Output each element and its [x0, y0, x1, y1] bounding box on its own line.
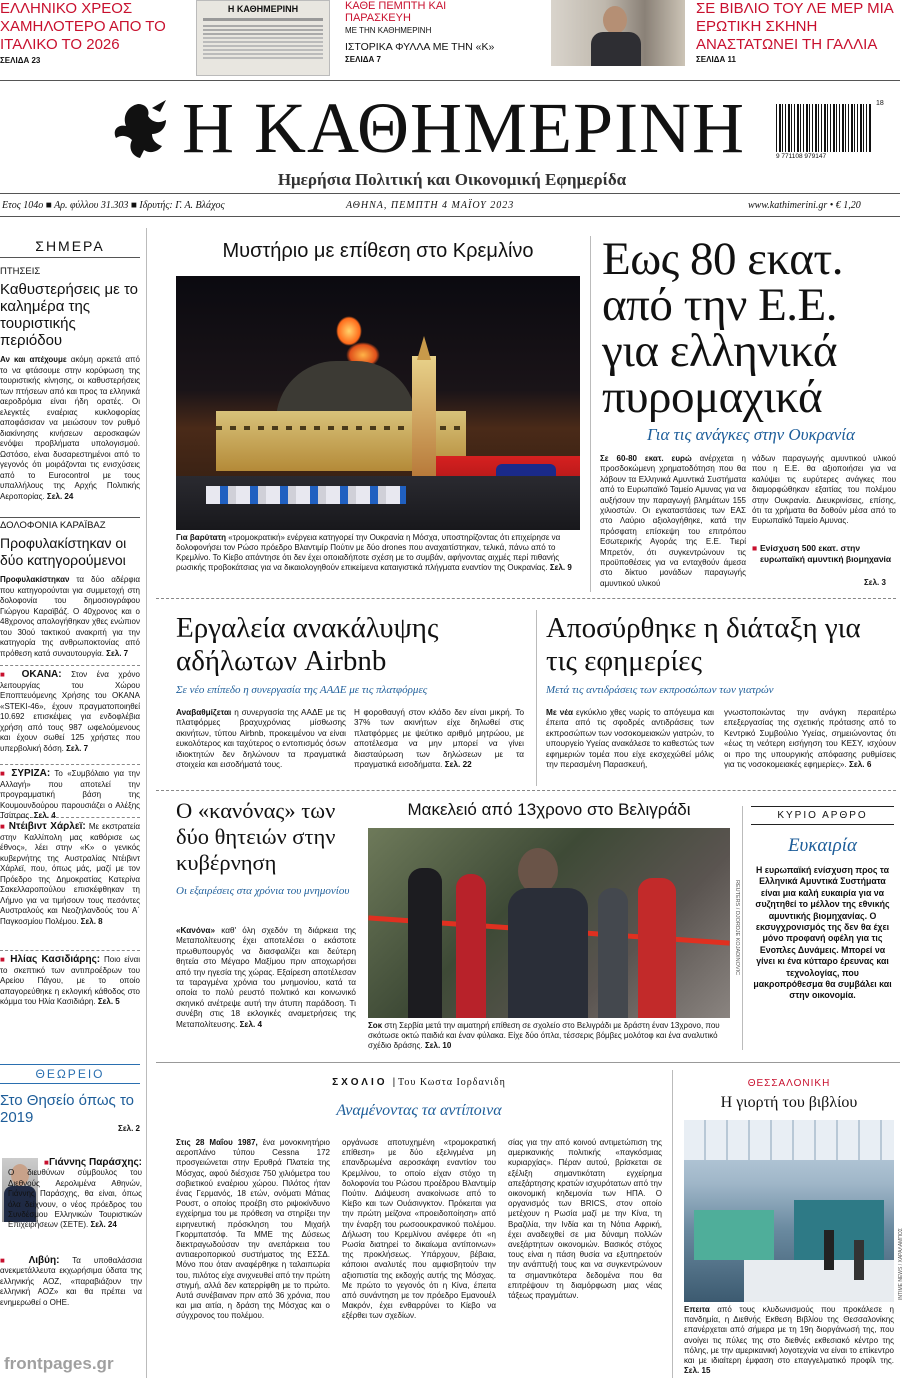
callout-text: Ενίσχυση 500 εκατ. στην ευρωπαϊκή αμυντική βιομηχανία: [760, 543, 892, 564]
brief-text: Ποιο είναι το σκεπτικό των αντιπροέδρων του Αρείου Πάγου, με το οποίο απαγορεύθηκε η εκλογική κάθοδος στο κόμμα του Ηλία Κασιδιάρη.: [0, 955, 140, 1006]
masthead-title: Η ΚΑΘΗΜΕΡΙΝΗ: [182, 88, 746, 168]
bullet-icon: ■: [0, 1256, 29, 1265]
body-text: η συνεργασία της ΑΑΔΕ με τις πλατφόρμες βραχυχρόνιας μίσθωσης ακινήτων, τύπου Airbnb, προκειμένου να είναι ευκολότερος και ταχύτερος ο εντοπισμός όσων ιδιοκτητών δεν δηλώνουν τα πραγματικά στοιχεία και εισοδήματά τους.: [176, 708, 346, 770]
griffin-logo-icon: [108, 96, 174, 164]
masthead-subtitle: Ημερήσια Πολιτική και Οικονομική Εφημερίδα: [277, 170, 627, 189]
page-ref: Σελ. 9: [549, 563, 572, 572]
lead-words: Με νέα: [546, 708, 573, 717]
brief-text: Ο διευθύνων σύμβουλος του Διεθνούς Αερολιμένα Αθηνών, Γιάννης Παράσχης, θα είναι, όπως όλα δείχνουν, ο νέος πρόεδρος του Συνδέσμου Ελληνικών Τουριστικών Επιχειρήσεων (ΣΕΤΕ).: [8, 1168, 142, 1230]
lead-words: Στις 28 Μαΐου 1987,: [176, 1138, 258, 1147]
sidebar-section-label: ΔΟΛΟΦΟΝΙΑ ΚΑΡΑΪΒΑΖ: [0, 520, 106, 531]
le-mer-photo: [551, 0, 685, 66]
page-ref: Σελ. 15: [684, 1366, 711, 1376]
sidebar-divider: [146, 228, 147, 1378]
caption-lead: Σοκ: [368, 1021, 383, 1030]
barcode-number: 9 771108 979147: [776, 153, 827, 160]
caption-text: στη Σερβία μετά την αιματηρή επίθεση σε σχολείο στο Βελιγράδι με δράστη έναν 13χρονο, που σκότωσε οκτώ παιδιά και έναν φύλακα. Είχε δύο όπλα, τέσσερις βόμβες μολότοφ και ένα αναλυτικό σχέδιο δράσης.: [368, 1021, 720, 1050]
thessaloniki-divider: [672, 1070, 673, 1378]
section-divider-2: [156, 790, 896, 791]
belgrade-kicker[interactable]: Μακελειό από 13χρονο στο Βελιγράδι: [407, 800, 691, 819]
infobar-bottom-rule: [0, 216, 900, 217]
teaser-page: ΣΕΛΙΔΑ 11: [696, 55, 736, 64]
teaser-page: ΣΕΛΙΔΑ 23: [0, 56, 41, 65]
lead-words: Αναβαθμίζεται: [176, 708, 232, 717]
body-text: καθ' όλη σχεδόν τη διάρκεια της Μεταπολίτευσης έχει αποτελέσει ο εκάστοτε πρωθυπουργός να διασφαλίζει και δεύτερη θητεία στο Μέγαρο Μαξίμου πριν αποχωρήσει από την ηγεσία της χώρας. Εξαίρεση αποτέλεσαν τα ταραγμένα χρόνια του μνημονίου, κατά τα οποία το πολύ ρευστό πολιτικό και κοινωνικό σκηνικό ανέτρεψε αυτή την άτυπη παράδοση. Τι συνέβη στις 18 εκλογικές αναμετρήσεις της Μεταπολίτευσης.: [176, 926, 356, 1029]
theorio-header: ΘΕΩΡΕΙΟ: [0, 1064, 140, 1084]
scholio-label: ΣΧΟΛΙΟ: [332, 1077, 388, 1088]
page-ref: Σελ. 4: [33, 811, 56, 820]
body-text: εγκύκλιο χθες νωρίς το απόγευμα και έπειτα από τις σφοδρές αντιδράσεις των εκπροσώπων των νοσοκομειακών γιατρών, το υπουργείο Υγείας ανακάλεσε το καθεστώς των εφημεριών τομέα που είχε εκσχεχώθεί μόλις την περασμένη Παρασκευή,: [546, 708, 714, 770]
historic-paper-thumbnail: [196, 0, 330, 76]
brief-lead: ΣΥΡΙΖΑ:: [11, 768, 51, 779]
doctors-col2: [724, 708, 896, 782]
sidebar-header: ΣΗΜΕΡΑ: [0, 238, 140, 258]
teaser-kicker: ΚΑΘΕ ΠΕΜΠΤΗ ΚΑΙ ΠΑΡΑΣΚΕΥΗ: [345, 0, 447, 24]
lead-words: Επειτα: [684, 1305, 710, 1314]
scholio-author: Του Κωστα Ιορδανιδη: [398, 1077, 506, 1088]
teaser-page: ΣΕΛΙΔΑ 7: [345, 55, 381, 64]
infobar-left: Ετος 104ο ■ Αρ. φύλλου 31.303 ■ Ιδρυτής: Γ. Α. Βλάχος: [2, 200, 225, 211]
body-text: γνωστοποιώντας την ανάγκη περαιτέρω επεξεργασίας της σχετικής πρότασης από το Κεντρικό Συμβούλιο Υγείας, σημειώνοντας ότι «έως τη νεότερη εισήγηση του ΚΕΣΥ, ισχύουν οι προ της υπουργικής απόφασης ρυθμίσεις για τις νοσοκομειακές εφημερίες».: [724, 708, 896, 770]
scholio-col3: [508, 1138, 662, 1374]
brief-lead: Γιάννης Παράσχης:: [49, 1157, 142, 1168]
book-fair-photo[interactable]: [684, 1120, 894, 1302]
belgrade-photo[interactable]: [368, 828, 730, 1018]
body-text: σίας για την από κοινού αντιμετώπιση της αμερικανικής πολιτικής «παγκόσμιας κυριαρχίας». Πέραν αυτού, βρίσκεται σε εξέλιξη σημαντικότατη εγχείρημα απεξάρτησης κρατών ισχυρότατων από την οικονομική κηδεμονία των ΗΠΑ. Ο οργανισμός των BRICS, στον οποίο μετέχουν η Ρωσία μαζί με την Κίνα, τη Βραζιλία, την Ινδία και τη Νότια Αφρική, έχει αναδειχθεί σε μια δύναμη πολλών ανεξάρτητων οικονομιών. Βασικός στόχος τους είναι η πάση θυσία να εξυπηρετούν την ανάπτυξή τους και να συγκεντρώνουν τα σημαντικότερα δεδομένα που θα επιτρέψουν τη διαμόρφωση μιας νέας τάξεως πραγμάτων.: [508, 1138, 662, 1301]
lead-story-page: Σελ. 3: [864, 578, 886, 587]
lead-story-subtitle: Για τις ανάγκες στην Ουκρανία: [647, 425, 855, 444]
thumb-masthead: Η ΚΑΘΗΜΕΡΙΝΗ: [227, 4, 299, 14]
section-divider-1: [156, 598, 896, 599]
sidebar-story-karaivaz[interactable]: [0, 517, 140, 657]
sidebar-story-body: [0, 355, 140, 513]
kremlin-kicker[interactable]: Μυστήριο με επίθεση στο Κρεμλίνο: [222, 240, 534, 262]
page-ref: Σελ. 22: [444, 760, 472, 770]
airbnb-title[interactable]: Εργαλεία ανακάλυψης αδήλωτων Airbnb: [176, 612, 439, 677]
editorial-title: Ευκαιρία: [787, 835, 858, 856]
top-divider: [0, 80, 900, 81]
lead-story-col2: [752, 454, 896, 538]
editorial-box[interactable]: [742, 806, 894, 1050]
bullet-icon: ■: [0, 769, 12, 778]
barcode-issue: 18: [876, 100, 884, 107]
teaser-sub: ΜΕ ΤΗΝ ΚΑΘΗΜΕΡΙΝΗ: [345, 26, 432, 35]
doctors-subtitle: Μετά τις αντιδράσεις των εκπροσώπων των γιατρών: [546, 684, 774, 696]
section-divider-3: [156, 1062, 900, 1063]
teaser-title: ΕΛΛΗΝΙΚΟ ΧΡΕΟΣ ΧΑΜΗΛΟΤΕΡΟ ΑΠΟ ΤΟ ΙΤΑΛΙΚΟ ΤΟ 2026: [0, 0, 166, 53]
page-ref: Σελ. 7: [106, 648, 129, 658]
sidebar-story-body: [0, 575, 140, 657]
theorio-page: Σελ. 2: [118, 1124, 140, 1133]
brief-text: Στον ένα χρόνο λειτουργίας του Χώρου Εποπτευόμενης Χρήσης του ΟΚΑΝΑ «STEKI-46», έχουν πραγματοποιηθεί 10.692 επισκέψεις για ενδοφλέβια χρήση από τους 987 ωφελούμενους και έχουν σωθεί 125 χρήστες που υπερβολική δόση.: [0, 670, 140, 753]
top-teaser-book[interactable]: [696, 0, 900, 68]
brief-lead: ΟΚΑΝΑ:: [21, 669, 62, 680]
lead-story-title[interactable]: Εως 80 εκατ. από την Ε.Ε. για ελληνικά πυρομαχικά: [602, 233, 844, 423]
sidebar-brief-kasidiaris[interactable]: [0, 950, 140, 1011]
infobar-top-rule: [0, 193, 900, 194]
editorial-header: ΚΥΡΙΟ ΑΡΘΡΟ: [751, 806, 894, 825]
body-text: ανέρχεται η προσδοκώμενη χρηματοδότηση που θα λάβουν τα Ελληνικά Αμυντικά Συστήματα από το Ευρωπαϊκό Ταμείο Αμυνας για να αυξήσουν την παραγωγή βλημάτων 155 χιλιοστών. Οι εγκαταστάσεις των ΕΑΣ στο Λαύριο αξιολογήθηκε, κατά την πρόσφατη επίσκεψη του επιτρόπου Εσωτερικής Αγοράς της Ε.Ε. Τιερί Μπρετόν, ότι συγκεντρώνουν τις προϋποθέσεις για να ενταχθούν άμεσα στο δίκτυο μονάδων παραγωγής αμυντικού υλικού: [600, 454, 746, 588]
infobar-right: www.kathimerini.gr • € 1,20: [748, 200, 861, 211]
page-ref: Σελ. 8: [80, 916, 103, 926]
lead-words: Σε 60-80 εκατ. ευρώ: [600, 454, 692, 463]
sidebar-brief-hurley[interactable]: [0, 817, 140, 946]
brief-lead: Λιβύη:: [28, 1255, 60, 1266]
teaser-title: ΙΣΤΟΡΙΚΑ ΦΥΛΛΑ ΜΕ ΤΗΝ «Κ»: [345, 41, 495, 53]
brief-body: [0, 670, 140, 760]
bullet-icon: ■: [0, 955, 11, 964]
theorio-section[interactable]: [0, 1064, 140, 1133]
kanonas-subtitle: Οι εξαιρέσεις στα χρόνια του μνημονίου: [176, 885, 350, 897]
thessaloniki-title[interactable]: Η γιορτή του βιβλίου: [720, 1094, 858, 1111]
scholio-title[interactable]: Αναμένοντας τα αντίποινα: [336, 1102, 502, 1119]
lead-words: Αν και απέχουμε: [0, 355, 67, 364]
brief-text: Τα υποθαλάσσια ανεκμετάλλευτα εκχωρήσιμα ύδατα της ελληνικής ΑΟΖ, «παραβιάζουν την ελληνική ΑΟΖ» και θα πρέπει να ενημερωθεί ο ΟΗΕ.: [0, 1256, 142, 1307]
thessaloniki-body: [684, 1305, 894, 1377]
sidebar-section-label: ΠΤΗΣΕΙΣ: [0, 266, 41, 277]
scholio-header: [176, 1070, 662, 1089]
caption-lead: Για βαρύτατη: [176, 533, 227, 542]
theorio-title: Στο Θησείο όπως το 2019: [0, 1092, 135, 1126]
body-text: ένα μονοκινητήριο αεροπλάνο τύπου Cessna 172 προσγειώνεται στην Ερυθρά Πλατεία της Μόσχας, αφού διέσχισε 750 χιλιόμετρα του σοβιετικού εναέριου χώρου. Πιλότος ήταν ένας Γερμανός, 18 ετών, ονόματι Μάτιας Ρουστ, ο οποίος προέβη στο ριψοκίνδυνο εγχείρημα του με πρόθεση να στηρίξει την ειρηνευτική πρόσκληση του Μιχαήλ Γκορμπατσόφ. Τα ΜΜΕ της Δύσεως διεκτραγωδούσαν την ανεπάρκεια του αντιαεροπορικού συστήματος της ΕΣΣΔ. Μόνο που όταν αναφέρθηκε η ταλαιπωρία του, πιλότος είχε ανιχνευθεί από την πρώτη στιγμή, αλλά δεν κατερρίφθη με το πρώτο. Αυτά συνέβαιναν πριν από 36 χρόνια, που και μια αιτία, η δράση της Μόσχας και ο σύγχρονος του πολέμου.: [176, 1138, 330, 1321]
page-ref: Σελ. 7: [66, 743, 89, 753]
brief-body: [0, 768, 140, 820]
teaser-title-text: ΣΕ ΒΙΒΛΙΟ ΤΟΥ ΛΕ ΜΕΡ ΜΙΑ ΕΡΩΤΙΚΗ ΣΚΗΝΗ ΑΝΑΣΤΑΤΩΝΕΙ ΤΗ ΓΑΛΛΙΑ: [696, 0, 893, 53]
sidebar-brief-syriza[interactable]: [0, 764, 140, 820]
airbnb-subtitle: Σε νέο επίπεδο η συνεργασία της ΑΑΔΕ με τις πλατφόρμες: [176, 684, 428, 696]
brief-lead: Ηλίας Κασιδιάρης:: [10, 954, 101, 965]
airbnb-col1: [176, 708, 346, 782]
top-teaser-debt[interactable]: [0, 0, 190, 68]
caption-text: «τρομοκρατική» ενέργεια κατηγορεί την Ουκρανία η Μόσχα, υποστηρίζοντας ότι επιχείρησε να δολοφονήσει τον Ρώσο πρόεδρο Βλαντιμίρ Πούτιν με δύο drones που αναχαιτίστηκαν, τελικά, πάνω από το Κρεμλίνο. Το Κίεβο απάντησε ότι δεν έχει οποιαδήποτε σχέση με το συμβάν, αφήνοντας αιχμές περί πιθανής ρωσικής προβοκάτσιας για να δικαιολογηθούν επικείμενα καταιγιστικά πλήγματα εναντίον της Ουκρανίας.: [176, 533, 561, 572]
watermark: frontpages.gr: [4, 1354, 114, 1373]
sidebar-brief-okana[interactable]: [0, 665, 140, 760]
body-text: νάδων παραγωγής αμυντικού υλικού που η Ε.Ε. θα αξιοποιήσει για να καλύψει τις ευρύτερες ανάγκες που διαμορφώθηκαν εξαιτίας του πολέμου στην Ουκρανία. Διευκρινίσεις, επίσης, ότι τα χρήματα θα δοθούν μέσα από το Ευρωπαϊκό Ταμείο Αμυνας.: [752, 454, 896, 526]
lead-story-col1: [600, 454, 746, 588]
brief-text: Το «Συμβόλαιο για την Αλλαγή» που αποτελεί την προγραμματική βάση της Κουμουνδούρου παρουσιάζει ο Αλέξης Τσίπρας.: [0, 769, 140, 820]
paraschis-brief[interactable]: [8, 1158, 142, 1250]
brief-text: Με εκστρατεία στην Καλλίπολη μας καθόρισε ως έθνος», λέει στην «Κ» ο γενικός κυβερνήτης της Αυστραλίας Ντέιβιντ Χάρλεϊ, που, όπως μάς, μαζί με τον Πρόεδρο της Δημοκρατίας Κατερίνα Σακελλαροπούλου επισκέφθηκαν τη Λήμνο για να τιμήσουν τους πεσόντες Αυστραλούς και Νεοζηλανδούς του Α΄ Παγκοσμίου Πολέμου.: [0, 822, 140, 926]
callout-bullet-icon: ■: [752, 543, 758, 553]
infobar-date: ΑΘΗΝΑ, ΠΕΜΠΤΗ 4 ΜΑΪΟΥ 2023: [346, 200, 515, 211]
sidebar-story-title: Καθυστερήσεις με το καλημέρα της τουριστικής περιόδου: [0, 281, 139, 349]
book-fair-credit: INTIME NEWS / ΧΑΡΑΛΑΜΠΟΣ: [898, 1228, 904, 1300]
scholio-col1: [176, 1138, 330, 1374]
barcode: [776, 104, 872, 152]
thessaloniki-header: ΘΕΣΣΑΛΟΝΙΚΗ: [747, 1078, 831, 1089]
doctors-col1: [546, 708, 714, 782]
kremlin-caption: [176, 533, 580, 585]
brief-body: [0, 955, 140, 1011]
sidebar-story-title: Προφυλακίστηκαν οι δύο κατηγορούμενοι: [0, 535, 127, 568]
belgrade-caption: [368, 1021, 730, 1055]
body-text: Η φοροθαυγή στον κλάδο δεν είναι μικρή. Το 37% των ακινήτων είχε δηλωθεί στις πλατφόρμες με ψεύτικο αριθμό μητρώου, με αποτέλεσμα να μην μπορεί να γίνει διασταύρωση των δηλώσεων με τα πραγματικά εισοδήματα.: [354, 708, 524, 770]
scholio-separator: |: [392, 1077, 398, 1088]
page-ref: Σελ. 24: [90, 1220, 117, 1230]
body-text: οργάνωσε αποτυχημένη «τρομοκρατική επίθεση» με δύο εξελιγμένα μη επανδρωμένα αεροσκάφη εναντίον του Κρεμλίνου, το οποίο είχαν στόχο τη δολοφονία του Ρώσου προέδρου Βλαντιμίρ Πούτιν. Διάψευση ανακοίνωσε από το Κίεβο και των Ουάσινγκτον. Πρόκειται για την πρώτη μείζονα «προειδοποίηση» από την έναρξη του ρωσοουκρανικού πολέμου. Δήλωση του Κρεμλίνου ανέφερε ότι «η Ρωσία διατηρεί το δικαίωμα αντίποινων» της προκλήσεως. Υπάρχουν, βέβαια, κάποιοι αναλυτές που αμφισβητούν την αξιοπιστία της εκδοχής αυτής της Μόσχας. Με πρώτο το γεγονός ότι η Κίνα, έπειτα από συνάντηση με τον πρόεδρο Εμανουέλ Μακρόν, έχει ενθαρρύνει το Κίεβο να εξέρθει των σχεδίων.: [342, 1138, 496, 1321]
lead-words: Προφυλακίστηκαν: [0, 575, 70, 584]
page-ref: Σελ. 4: [239, 1019, 263, 1029]
bullet-icon: ■: [0, 822, 9, 831]
body-text: από τους κλυδωνισμούς που προκάλεσε η πανδημία, η Διεθνής Εκθεση Βιβλίου της Θεσσαλονίκης επανέρχεται από σήμερα με τη 19η διοργάνωσή της, που ανοίγει τις πύλες της στο διεθνές εκθεσιακό κέντρο της πόλης, με την αμερικανική λογοτεχνία να είναι το επίκεντρο και με ιδιαίτερη έμφαση στο επαγγελματικό προφίλ της.: [684, 1305, 894, 1366]
doctors-title[interactable]: Αποσύρθηκε η διάταξη για τις εφημερίες: [546, 612, 861, 677]
lead-story-callout: [752, 543, 896, 564]
body-text: ακόμη αρκετά από το να φτάσουμε στην κορύφωση της τουριστικής κίνησης, οι καθυστερήσεις των πτήσεων από και προς τα ελληνικά αεροδρόμια είναι ήδη ορατές. Οι ελεγκτές εναέριας κυκλοφορίας αποφάσισαν να μειώσουν τον ρυθμό διακίνησης κινήσεων αεροσκαφών ενόψει προβλήματα υπολογισμού. Ωστόσο, είναι δυσαρεστημένοι από το γεγονός ότι μοιράζονται τις ενισχύσεις από το Eurocontrol με τους υπαλλήλους της Αρχής Πολιτικής Αεροπορίας.: [0, 355, 140, 501]
brief-body: [0, 822, 140, 946]
page-ref: Σελ. 6: [848, 760, 872, 770]
belgrade-photo-credit: REUTERS / DJORDJE KOJADINOVIC: [734, 880, 740, 976]
kanonas-body: [176, 926, 356, 1050]
kanonas-title[interactable]: Ο «κανόνας» των δύο θητειών στην κυβέρνηση: [176, 798, 336, 875]
lead-words: «Κανόνα»: [176, 926, 216, 935]
editorial-body: Η ευρωπαϊκή ενίσχυση προς τα Ελληνικά Αμυντικά Συστήματα είναι μια καλή ευκαιρία για να συζητηθεί το μέλλον της εθνικής αμυντικής βιομηχανίας. Ο εκσυγχρονισμός της δεν θα έχει μόνο προφανή οφέλη για τις Ενοπλες Δυνάμεις. Μπορεί να γίνει κι ένα κύτταρο έρευνας και τεχνολογίας, που μακροπρόθεσμα θα συμβάλει και στην οικονομία.: [753, 865, 892, 1001]
sidebar-today: [0, 238, 140, 1011]
airbnb-col2: [354, 708, 524, 782]
page-ref: Σελ. 24: [46, 491, 74, 501]
bullet-icon: ■: [44, 1158, 50, 1167]
kremlin-photo[interactable]: [176, 276, 580, 530]
top-teaser-historic[interactable]: [345, 0, 545, 68]
brief-lead: Ντέιβιντ Χάρλεϊ:: [8, 821, 86, 832]
doctors-divider: [536, 610, 537, 786]
libya-brief[interactable]: [0, 1256, 142, 1366]
scholio-col2: [342, 1138, 496, 1374]
sidebar-story-flights[interactable]: [0, 266, 140, 513]
bullet-icon: ■: [0, 670, 22, 679]
page-ref: Σελ. 10: [424, 1041, 452, 1050]
body-text: τα δύο αδέρφια που κατηγορούνται για συμμετοχή στη δολοφονία του δημοσιογράφου Γιώργου Καραϊβάζ. Ο 40χρονος και ο 48χρονος απολογήθηκαν χθες ενώπιον του 30ού τακτικού ανακριτή για την κατηγορία της ανθρωποκτονίας από πρόθεση κατά συναυτουργία.: [0, 575, 140, 658]
page-ref: Σελ. 5: [97, 997, 120, 1006]
lead-divider: [590, 236, 591, 592]
teaser-title: [696, 0, 900, 54]
